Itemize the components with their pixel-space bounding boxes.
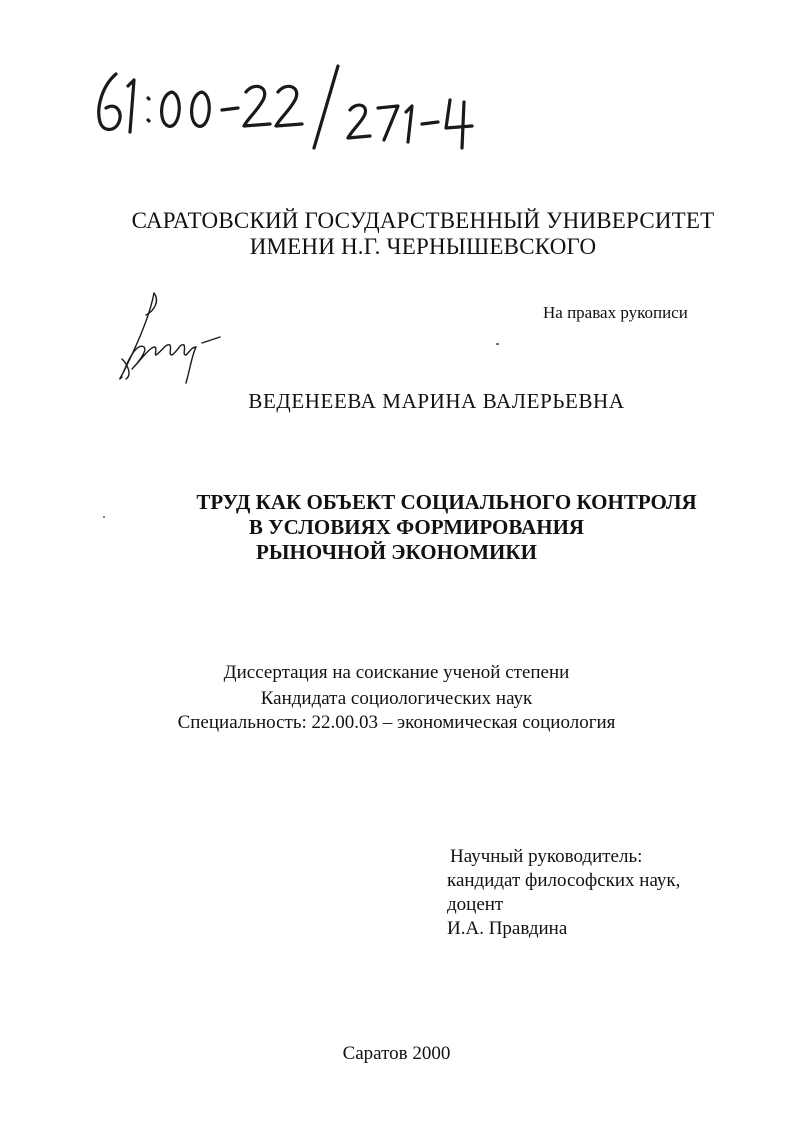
thesis-title-line-2: В УСЛОВИЯХ ФОРМИРОВАНИЯ <box>248 515 585 539</box>
thesis-title-line-1: ТРУД КАК ОБЪЕКТ СОЦИАЛЬНОГО КОНТРОЛЯ <box>196 490 697 514</box>
advisor-label: Научный руководитель: <box>450 846 643 867</box>
handwritten-catalog-number <box>88 52 488 152</box>
advisor-degree: кандидат философских наук, <box>447 870 681 891</box>
university-name-line-1: САРАТОВСКИЙ ГОСУДАРСТВЕННЫЙ УНИВЕРСИТЕТ <box>131 208 715 233</box>
manuscript-rights-note: На правах рукописи <box>543 303 688 322</box>
city-and-year: Саратов 2000 <box>342 1043 451 1064</box>
advisor-name: И.А. Правдина <box>447 918 568 939</box>
scan-speck <box>103 516 105 518</box>
author-name: ВЕДЕНЕЕВА МАРИНА ВАЛЕРЬЕВНА <box>248 389 625 413</box>
thesis-title-line-3: РЫНОЧНОЙ ЭКОНОМИКИ <box>256 540 537 564</box>
scan-speck <box>496 343 499 345</box>
advisor-rank: доцент <box>447 894 504 915</box>
university-name-line-2: ИМЕНИ Н.Г. ЧЕРНЫШЕВСКОГО <box>249 234 597 259</box>
dissertation-degree-line: Диссертация на соискание ученой степени <box>223 662 570 683</box>
dissertation-field-line: Кандидата социологических наук <box>260 688 533 709</box>
dissertation-specialty-line: Специальность: 22.00.03 – экономическая социология <box>177 712 616 733</box>
author-signature <box>110 285 240 390</box>
